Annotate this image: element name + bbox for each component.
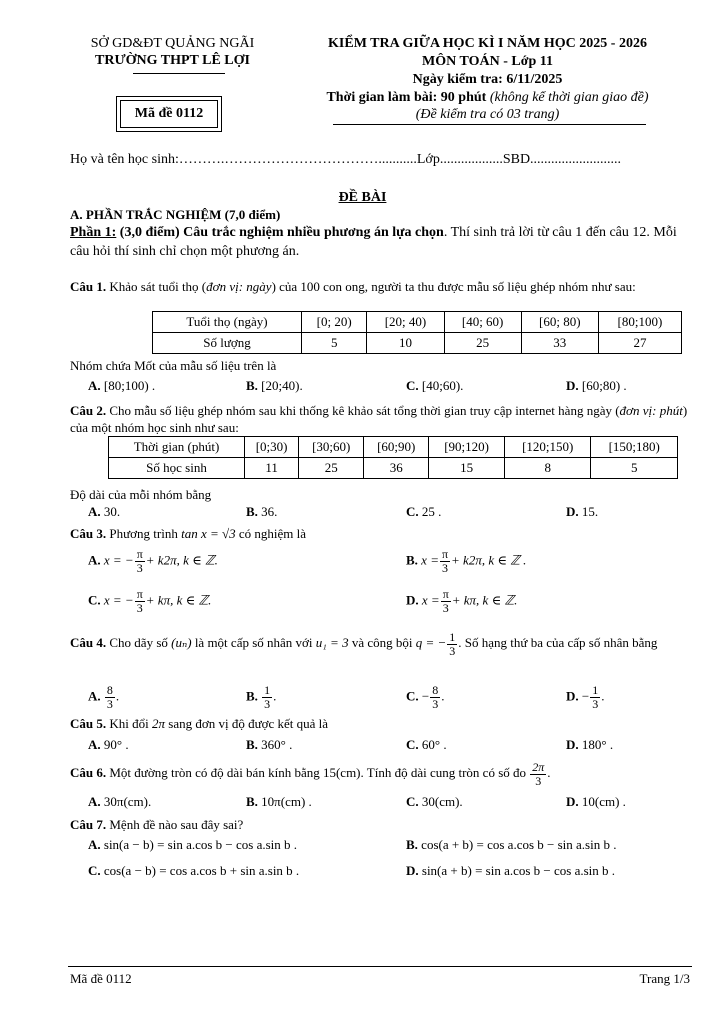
q1-td-3: 25 — [444, 333, 521, 354]
q4-q-den: 3 — [449, 643, 456, 658]
question-5 — [70, 715, 695, 732]
q6-option-b-text: 10π(cm) . — [261, 794, 312, 809]
question-4 — [70, 630, 695, 658]
q2-option-c-text: 25 . — [421, 504, 442, 519]
time-allowed-note: (không kể thời gian giao đề) — [489, 90, 649, 105]
q2-option-a-key: A. — [88, 504, 101, 519]
q4-option-a-frac — [105, 684, 115, 711]
q3-label: Câu 3. — [70, 526, 107, 541]
q2-th-3: [60;90) — [364, 437, 429, 458]
q5-option-d-text: 180° . — [581, 737, 614, 752]
part1-bold: (3,0 điểm) Câu trắc nghiệm nhiều phương án lựa chọn — [119, 225, 444, 240]
q4-option-c-frac — [430, 684, 440, 711]
q6-option-a[interactable] — [88, 793, 151, 810]
q2-text-b: ) của một nhóm học sinh như sau: — [70, 403, 688, 435]
q3-option-a-pre: x = − — [103, 552, 134, 568]
q5-option-b-key: B. — [246, 737, 258, 752]
q3-text-a: Phương trình — [109, 526, 178, 541]
time-allowed — [295, 90, 680, 106]
q6-option-d-key: D. — [566, 794, 579, 809]
q2-option-a[interactable] — [88, 503, 120, 520]
q4-option-b-key: B. — [246, 688, 258, 704]
q7-text: Mệnh đề nào sau đây sai? — [109, 817, 244, 832]
q3-option-c-post: + kπ, k ∈ ℤ. — [145, 592, 212, 608]
q1-th-0: Tuổi thọ (ngày) — [153, 312, 302, 333]
q4-option-b[interactable] — [246, 684, 276, 711]
q2-th-6: [150;180) — [591, 437, 678, 458]
q2-label: Câu 2. — [70, 403, 107, 418]
q1-option-b-text: [20;40). — [261, 378, 303, 393]
q6-radius: 15(cm) — [322, 765, 361, 780]
exam-code-box — [116, 96, 222, 132]
exam-date: Ngày kiểm tra: 6/11/2025 — [412, 72, 563, 87]
department-name: SỞ GD&ĐT QUẢNG NGÃI — [90, 36, 255, 51]
q2-option-d-text: 15. — [581, 504, 599, 519]
q4-option-b-post: . — [273, 688, 277, 704]
q5-option-a-text: 90° . — [103, 737, 129, 752]
q1-td-4: 33 — [521, 333, 598, 354]
q2-table — [108, 436, 678, 479]
q4-option-a-post: . — [115, 688, 120, 704]
q3-option-d-post: + kπ, k ∈ ℤ. — [451, 592, 518, 608]
q3-option-d-pre: x = — [421, 592, 440, 608]
q2-option-c-key: C. — [406, 504, 419, 519]
q4-option-d-pre: − — [581, 688, 590, 704]
q3-text-b: có nghiệm là — [238, 526, 307, 541]
q5-option-a[interactable] — [88, 736, 129, 753]
q7-option-b-text: cos(a + b) = cos a.cos b − sin a.sin b . — [421, 837, 617, 852]
q3-option-c-num: π — [136, 587, 143, 601]
footer-page-number: Trang 1/3 — [639, 971, 690, 986]
q2-text-a: Cho mẫu số liệu ghép nhóm sau khi thống kê khảo sát tổng thời gian truy cập internet hàng ngày ( — [109, 403, 620, 418]
q1-option-a-text: [80;100) . — [103, 378, 156, 393]
exam-title: KIỂM TRA GIỮA HỌC KÌ I NĂM HỌC 2025 - 2026 — [328, 36, 647, 51]
q4-option-b-num: 1 — [264, 683, 271, 697]
q2-table-data-row — [109, 458, 678, 479]
q3-option-a-key: A. — [88, 552, 101, 568]
q4-option-c-num: 8 — [432, 683, 439, 697]
q6-option-d-text: 10(cm) . — [581, 794, 626, 809]
q4-option-a-den: 3 — [106, 697, 113, 711]
q4-option-d-key: D. — [566, 688, 579, 704]
q3-option-b-num: π — [441, 547, 449, 561]
school-underline — [133, 73, 225, 74]
q4-option-b-den: 3 — [264, 697, 271, 711]
q2-th-0: Thời gian (phút) — [109, 437, 245, 458]
q5-option-c-text: 60° . — [421, 737, 447, 752]
q4-option-d-num: 1 — [592, 683, 599, 697]
pages-note: (Đề kiểm tra có 03 trang) — [415, 107, 560, 122]
q4-option-c-key: C. — [406, 688, 419, 704]
q7-option-d-key: D. — [406, 863, 419, 878]
section-title: ĐỀ BÀI — [338, 190, 387, 205]
q3-expr: tan x = √3 — [181, 526, 236, 541]
q4-text-d: . Số hạng thứ ba của cấp số nhân bằng — [458, 635, 658, 650]
q6-measure-num: 2π — [532, 759, 545, 774]
q1-option-d-key: D. — [566, 378, 579, 393]
q4-option-d-post: . — [601, 688, 605, 704]
header-underline — [333, 124, 646, 125]
q6-option-c[interactable] — [406, 793, 463, 810]
part1-label: Phần 1: — [70, 225, 117, 240]
q4-option-b-frac — [262, 684, 272, 711]
q7-option-c-text: cos(a − b) = cos a.cos b + sin a.sin b . — [103, 863, 300, 878]
q3-option-d-frac — [441, 588, 451, 615]
q1-th-1: [0; 20) — [302, 312, 367, 333]
q2-th-4: [90;120) — [429, 437, 505, 458]
q1-text-b: ) của 100 con ong, người ta thu được mẫu số liệu ghép nhóm như sau: — [271, 279, 636, 294]
q1-text-a: Khảo sát tuổi thọ ( — [109, 279, 207, 294]
q2-option-d-key: D. — [566, 504, 579, 519]
q7-option-c[interactable] — [88, 862, 299, 879]
q2-th-2: [30;60) — [299, 437, 364, 458]
q1-option-b[interactable] — [246, 377, 303, 394]
q1-td-1: 5 — [302, 333, 367, 354]
q2-question: Độ dài của mỗi nhóm bằng — [70, 487, 212, 502]
q6-measure-frac — [530, 761, 546, 788]
q4-label: Câu 4. — [70, 635, 107, 650]
question-1 — [70, 278, 695, 295]
q6-option-c-key: C. — [406, 794, 419, 809]
q6-option-d[interactable] — [566, 793, 626, 810]
question-6 — [70, 760, 695, 788]
q3-option-b-post: + k2π, k ∈ ℤ . — [451, 552, 527, 568]
q2-td-4: 15 — [429, 458, 505, 479]
q4-option-d-den: 3 — [592, 697, 599, 711]
q1-option-d[interactable] — [566, 377, 627, 394]
q3-option-a-frac — [135, 548, 145, 575]
q5-label: Câu 5. — [70, 716, 107, 731]
q3-option-a-post: + k2π, k ∈ ℤ. — [145, 552, 218, 568]
q2-td-2: 25 — [299, 458, 364, 479]
q1-label: Câu 1. — [70, 279, 107, 294]
q6-measure-den: 3 — [535, 773, 542, 788]
q3-option-a-num: π — [136, 547, 143, 561]
q7-option-d[interactable] — [406, 862, 615, 879]
q7-option-c-key: C. — [88, 863, 101, 878]
part1-rest: . Thí sinh trả lời từ câu 1 đến câu 12. Mỗi câu hỏi thí sinh chỉ chọn một phương án. — [70, 225, 677, 259]
q1-option-a[interactable] — [88, 377, 155, 394]
q5-option-d-key: D. — [566, 737, 579, 752]
footer-exam-code: Mã đề 0112 — [70, 971, 132, 986]
q7-option-a[interactable] — [88, 836, 297, 853]
part-a-title: A. PHẦN TRẮC NGHIỆM (7,0 điểm) — [70, 207, 281, 222]
q4-option-a-num: 8 — [106, 683, 113, 697]
q1-th-2: [20; 40) — [367, 312, 444, 333]
q4-text-c: và công bội — [351, 635, 413, 650]
q4-option-c[interactable] — [406, 684, 444, 711]
q2-option-d[interactable] — [566, 503, 598, 520]
subject-line: MÔN TOÁN - Lớp 11 — [422, 54, 553, 69]
q1-table-data-row — [153, 333, 682, 354]
q5-option-b-text: 360° . — [261, 737, 293, 752]
question-2 — [70, 402, 695, 436]
q1-text-unit: đơn vị: ngày — [206, 279, 272, 294]
q4-option-a[interactable] — [88, 684, 119, 711]
q1-th-3: [40; 60) — [444, 312, 521, 333]
q6-option-a-key: A. — [88, 794, 101, 809]
q4-option-c-den: 3 — [432, 697, 439, 711]
q4-option-c-post: . — [441, 688, 445, 704]
q1-option-a-key: A. — [88, 378, 101, 393]
q2-td-1: 11 — [245, 458, 299, 479]
q6-option-c-text: 30(cm). — [421, 794, 463, 809]
q2-th-1: [0;30) — [245, 437, 299, 458]
q2-text-unit: đơn vị: phút — [619, 403, 683, 418]
q2-option-b-text: 36. — [261, 504, 278, 519]
q5-text-b: sang đơn vị độ được kết quả là — [168, 716, 329, 731]
time-allowed-bold: Thời gian làm bài: 90 phút — [326, 90, 487, 105]
q1-th-4: [60; 80) — [521, 312, 598, 333]
q2-th-5: [120;150) — [504, 437, 591, 458]
q3-option-a-den: 3 — [136, 561, 143, 575]
q2-option-c[interactable] — [406, 503, 441, 520]
q6-label: Câu 6. — [70, 765, 107, 780]
q7-label: Câu 7. — [70, 817, 107, 832]
q6-option-b[interactable] — [246, 793, 312, 810]
q1-question: Nhóm chứa Mốt của mẫu số liệu trên là — [70, 358, 277, 373]
q1-option-b-key: B. — [246, 378, 258, 393]
question-7 — [70, 816, 695, 833]
q1-td-5: 27 — [598, 333, 681, 354]
q5-option-a-key: A. — [88, 737, 101, 752]
q1-table — [152, 311, 682, 354]
q4-seq: (uₙ) — [171, 635, 192, 650]
q7-option-b-key: B. — [406, 837, 418, 852]
q1-td-0: Số lượng — [153, 333, 302, 354]
student-info-line: Họ và tên học sinh:……….……………………………...........Lớp..................SBD.......................... — [70, 152, 622, 167]
q4-q-num: 1 — [449, 629, 456, 644]
q1-th-5: [80;100) — [598, 312, 681, 333]
footer-divider — [68, 966, 692, 967]
q5-expr: 2π — [152, 716, 166, 731]
q5-option-c[interactable] — [406, 736, 447, 753]
q3-option-b-key: B. — [406, 552, 418, 568]
q6-text-a: Một đường tròn có độ dài bán kính bằng — [109, 765, 320, 780]
q3-option-c[interactable] — [88, 588, 211, 615]
q6-option-b-key: B. — [246, 794, 258, 809]
q3-option-d-den: 3 — [442, 601, 449, 615]
q2-table-header-row — [109, 437, 678, 458]
q3-option-d-key: D. — [406, 592, 419, 608]
q1-option-c-key: C. — [406, 378, 419, 393]
q3-option-c-frac — [135, 588, 145, 615]
q4-option-a-key: A. — [88, 688, 101, 704]
q1-option-c[interactable] — [406, 377, 463, 394]
q7-option-b[interactable] — [406, 836, 616, 853]
q5-text-a: Khi đổi — [109, 716, 149, 731]
q4-q-pre: q = − — [415, 635, 447, 650]
q2-td-3: 36 — [364, 458, 429, 479]
q3-option-d[interactable] — [406, 588, 517, 615]
q4-text-b: là một cấp số nhân với — [194, 635, 313, 650]
q3-option-c-pre: x = − — [103, 592, 134, 608]
q3-option-b-pre: x = — [421, 552, 439, 568]
q2-td-5: 8 — [504, 458, 591, 479]
q2-td-0: Số học sinh — [109, 458, 245, 479]
q2-option-b[interactable] — [246, 503, 277, 520]
q7-option-d-text: sin(a + b) = sin a.cos b − cos a.sin b . — [421, 863, 616, 878]
q5-option-b[interactable] — [246, 736, 292, 753]
q2-option-a-text: 30. — [103, 504, 121, 519]
q5-option-d[interactable] — [566, 736, 613, 753]
q1-option-c-text: [40;60). — [421, 378, 464, 393]
q3-option-a[interactable] — [88, 548, 218, 575]
q3-option-b-den: 3 — [442, 561, 448, 575]
q7-option-a-text: sin(a − b) = sin a.cos b − cos a.sin b . — [103, 837, 298, 852]
school-name: TRƯỜNG THPT LÊ LỢI — [95, 53, 250, 68]
q2-td-6: 5 — [591, 458, 678, 479]
q6-option-a-text: 30π(cm). — [103, 794, 152, 809]
q2-option-b-key: B. — [246, 504, 258, 519]
q1-td-2: 10 — [367, 333, 444, 354]
q3-option-c-key: C. — [88, 592, 101, 608]
q4-text-a: Cho dãy số — [109, 635, 168, 650]
part1-instructions — [70, 223, 695, 261]
q4-q-frac — [447, 631, 457, 658]
q4-option-c-pre: − — [421, 688, 430, 704]
q4-u1: u₁ = 3 — [315, 635, 349, 650]
q7-option-a-key: A. — [88, 837, 101, 852]
q4-option-d[interactable] — [566, 684, 604, 711]
q3-option-b-frac — [440, 548, 450, 575]
q3-option-c-den: 3 — [136, 601, 143, 615]
exam-code-label: Mã đề 0112 — [120, 100, 218, 128]
q1-table-header-row — [153, 312, 682, 333]
q6-text-c: . — [547, 765, 551, 780]
question-3 — [70, 525, 695, 542]
q6-text-b: . Tính độ dài cung tròn có số đo — [360, 765, 527, 780]
q5-option-c-key: C. — [406, 737, 419, 752]
q1-option-d-text: [60;80) . — [581, 378, 627, 393]
q3-option-b[interactable] — [406, 548, 526, 575]
q3-option-d-num: π — [442, 587, 449, 601]
q4-option-d-frac — [590, 684, 600, 711]
